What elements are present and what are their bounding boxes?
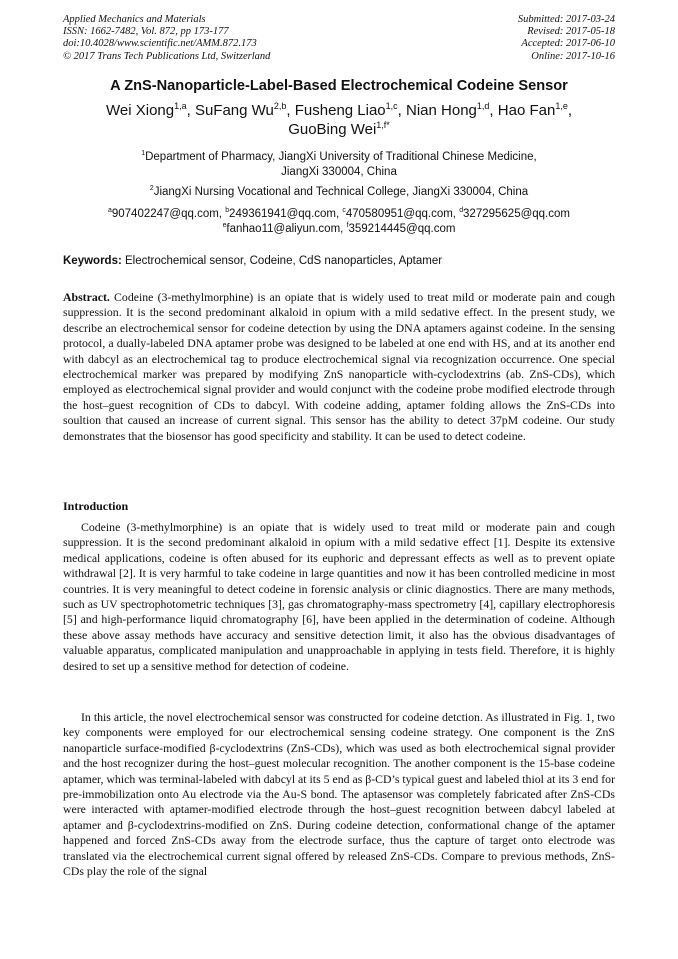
header-right	[518, 14, 615, 63]
author-sup: 1,d	[476, 101, 490, 111]
issn: ISSN: 1662-7482, Vol. 872, pp 173-177	[63, 26, 229, 38]
affiliation-1: $^1$Department of Pharmacy, JiangXi University of Traditional Chinese Medicine, JiangXi 330004, China	[141, 150, 537, 178]
author-sup: 1,a	[174, 101, 187, 111]
email-link[interactable]: fanhao11@aliyun.com,	[226, 222, 347, 235]
author-name: GuoBing Wei	[288, 121, 377, 138]
author-emails: $^a$907402247@qq.com, $^b$249361941@qq.com, $^c$470580951@qq.com, $^d$327295625@qq.com $^e$fanhao11@aliyun.com, $^f$359214445@qq.com	[108, 207, 570, 235]
author-sup: 2,b	[273, 101, 287, 111]
email-link[interactable]: 907402247@qq.com,	[111, 208, 226, 220]
email-link[interactable]: 249361941@qq.com,	[229, 208, 343, 220]
author-sup: 1,c	[385, 101, 398, 111]
header-left	[63, 14, 270, 63]
author-name: Nian Hong	[406, 102, 477, 119]
submitted-date: Submitted: 2017-03-24	[517, 14, 615, 25]
author-name: Fusheng Liao	[294, 102, 386, 119]
paper-title: A ZnS-Nanoparticle-Label-Based Electrochemical Codeine Sensor	[110, 78, 568, 94]
doi[interactable]: doi:10.4028/www.scientific.net/AMM.872.173	[63, 38, 257, 50]
journal-name: Applied Mechanics and Materials	[63, 14, 206, 25]
keywords	[63, 255, 615, 267]
section-heading-introduction: Introduction	[63, 499, 129, 513]
author-name: SuFang Wu	[194, 102, 274, 119]
copyright: © 2017 Trans Tech Publications Ltd, Switzerland	[63, 50, 271, 62]
keywords-text: Electrochemical sensor, Codeine, CdS nanoparticles, Aptamer	[121, 255, 443, 267]
author-sup: 1,e	[555, 101, 568, 111]
accepted-date: Accepted: 2017-06-10	[521, 38, 615, 50]
email-link[interactable]: 327295625@qq.com	[463, 208, 570, 220]
introduction-paragraph: In this article, the novel electrochemical sensor was constructed for codeine detction. As illustrated in Fig. 1, two key components were employed for our electrochemical sensing codeine strategy. One component is the ZnS nanoparticle surface-modified β-cyclodextrins (ZnS-CDs), which was used as both electrochemical signal provider and the host recognizer during the host–guest molecular recognition. The another component is the 15-base codeine aptamer, which was terminal-labeled with dabcyl at its 5 end as β-CD’s typical guest and labeled thiol at its 3 end for pre-immobilization onto Au electrode via the Au-S bond. The aptasensor was completely fabricated after ZnS-CDs were interacted with aptamer-modified electrode through the host–guest recognition between dabcyl labeled at aptamer and β-cyclodextrins-modified on ZnS. During codeine detection, conformational change of the aptamer happened and forced ZnS-CDs away from the electrode surface, thus the capture of target onto electrode was translated via the electrochemical current signal offered by released ZnS-CDs. Compare to previous methods, ZnS-CDs play the role of the signal	[63, 710, 615, 879]
abstract	[63, 290, 615, 444]
introduction-paragraph: Codeine (3-methylmorphine) is an opiate that is widely used to treat mild or moderate pain and cough suppression. It is the second predominant alkaloid in opium with a mild sedative effect [1]. Despite its extensive medical applications, codeine is often abused for its euphoric and depressant effects as well as to prevent opiate withdrawal [2]. It is very harmful to take codeine in large quantities and now it has been controlled medicine in most countries. It is very meaningful to detect codeine in forensic analysis or clinic diagnostics. There are many methods, such as UV spectrophotometric techniques [3], gas chromatography-mass spectrometry [4], capillary electrophoresis [5] and high-performance liquid chromatography [6], have been applied in the determination of codeine. Although these above assay methods have accuracy and sensitive detection limit, it also has the obvious disadvantages of valuable apparatus, complicated manipulation and unapproachable in applying in tests field. Therefore, it is highly desired to set up a sensitive method for detection of codeine.	[63, 520, 615, 673]
abstract-label: Abstract.	[63, 290, 110, 304]
author-name: Hao Fan	[497, 102, 556, 119]
revised-date: Revised: 2017-05-18	[527, 26, 615, 38]
online-date: Online: 2017-10-16	[531, 50, 615, 62]
abstract-text: Codeine (3-methylmorphine) is an opiate that is widely used to treat mild or moderate pain and cough suppression. It is the second predominant alkaloid in opium with a mild sedative effect. In the present study, we describe an electrochemical sensor for codeine detection by using the DNA aptamers against codeine. In the sensing protocol, a dually-labeled DNA aptamer probe was designed to be labeled at one end with HS, and at its another end with dabcyl as an electrochemical tag to produce electrochemical signal via recognization occurrence. One special electrochemical marker was prepared by modifying ZnS nanoparticle with-cyclodextrins (ab. ZnS-CDs), which employed as electrochemical signal provider and would conjunct with the codeine probe modified electrode through the host–guest recognition of CDs to dabcyl. With codeine adding, aptamer folding allows the ZnS-CDs into soultion that caused an increase of current signal. This sensor has the ability to detect 37pM codeine. Our study demonstrates that the biosensor has good specificity and stability. It can be used to detect codeine.	[63, 290, 615, 443]
affiliation-2: $^2$JiangXi Nursing Vocational and Technical College, JiangXi 330004, China	[149, 185, 529, 198]
email-link[interactable]: 470580951@qq.com,	[345, 208, 460, 220]
author-sup: 1,f*	[376, 120, 390, 130]
author-list: Wei Xiong$^{1,a}$, SuFang Wu$^{2,b}$, Fusheng Liao$^{1,c}$, Nian Hong$^{1,d}$, Hao Fan$^{1,e}$, GuoBing Wei$^{1,f*}$	[106, 101, 572, 138]
email-link[interactable]: 359214445@qq.com	[348, 222, 456, 235]
keywords-label: Keywords:	[63, 255, 122, 267]
author-name: Wei Xiong	[106, 102, 175, 119]
